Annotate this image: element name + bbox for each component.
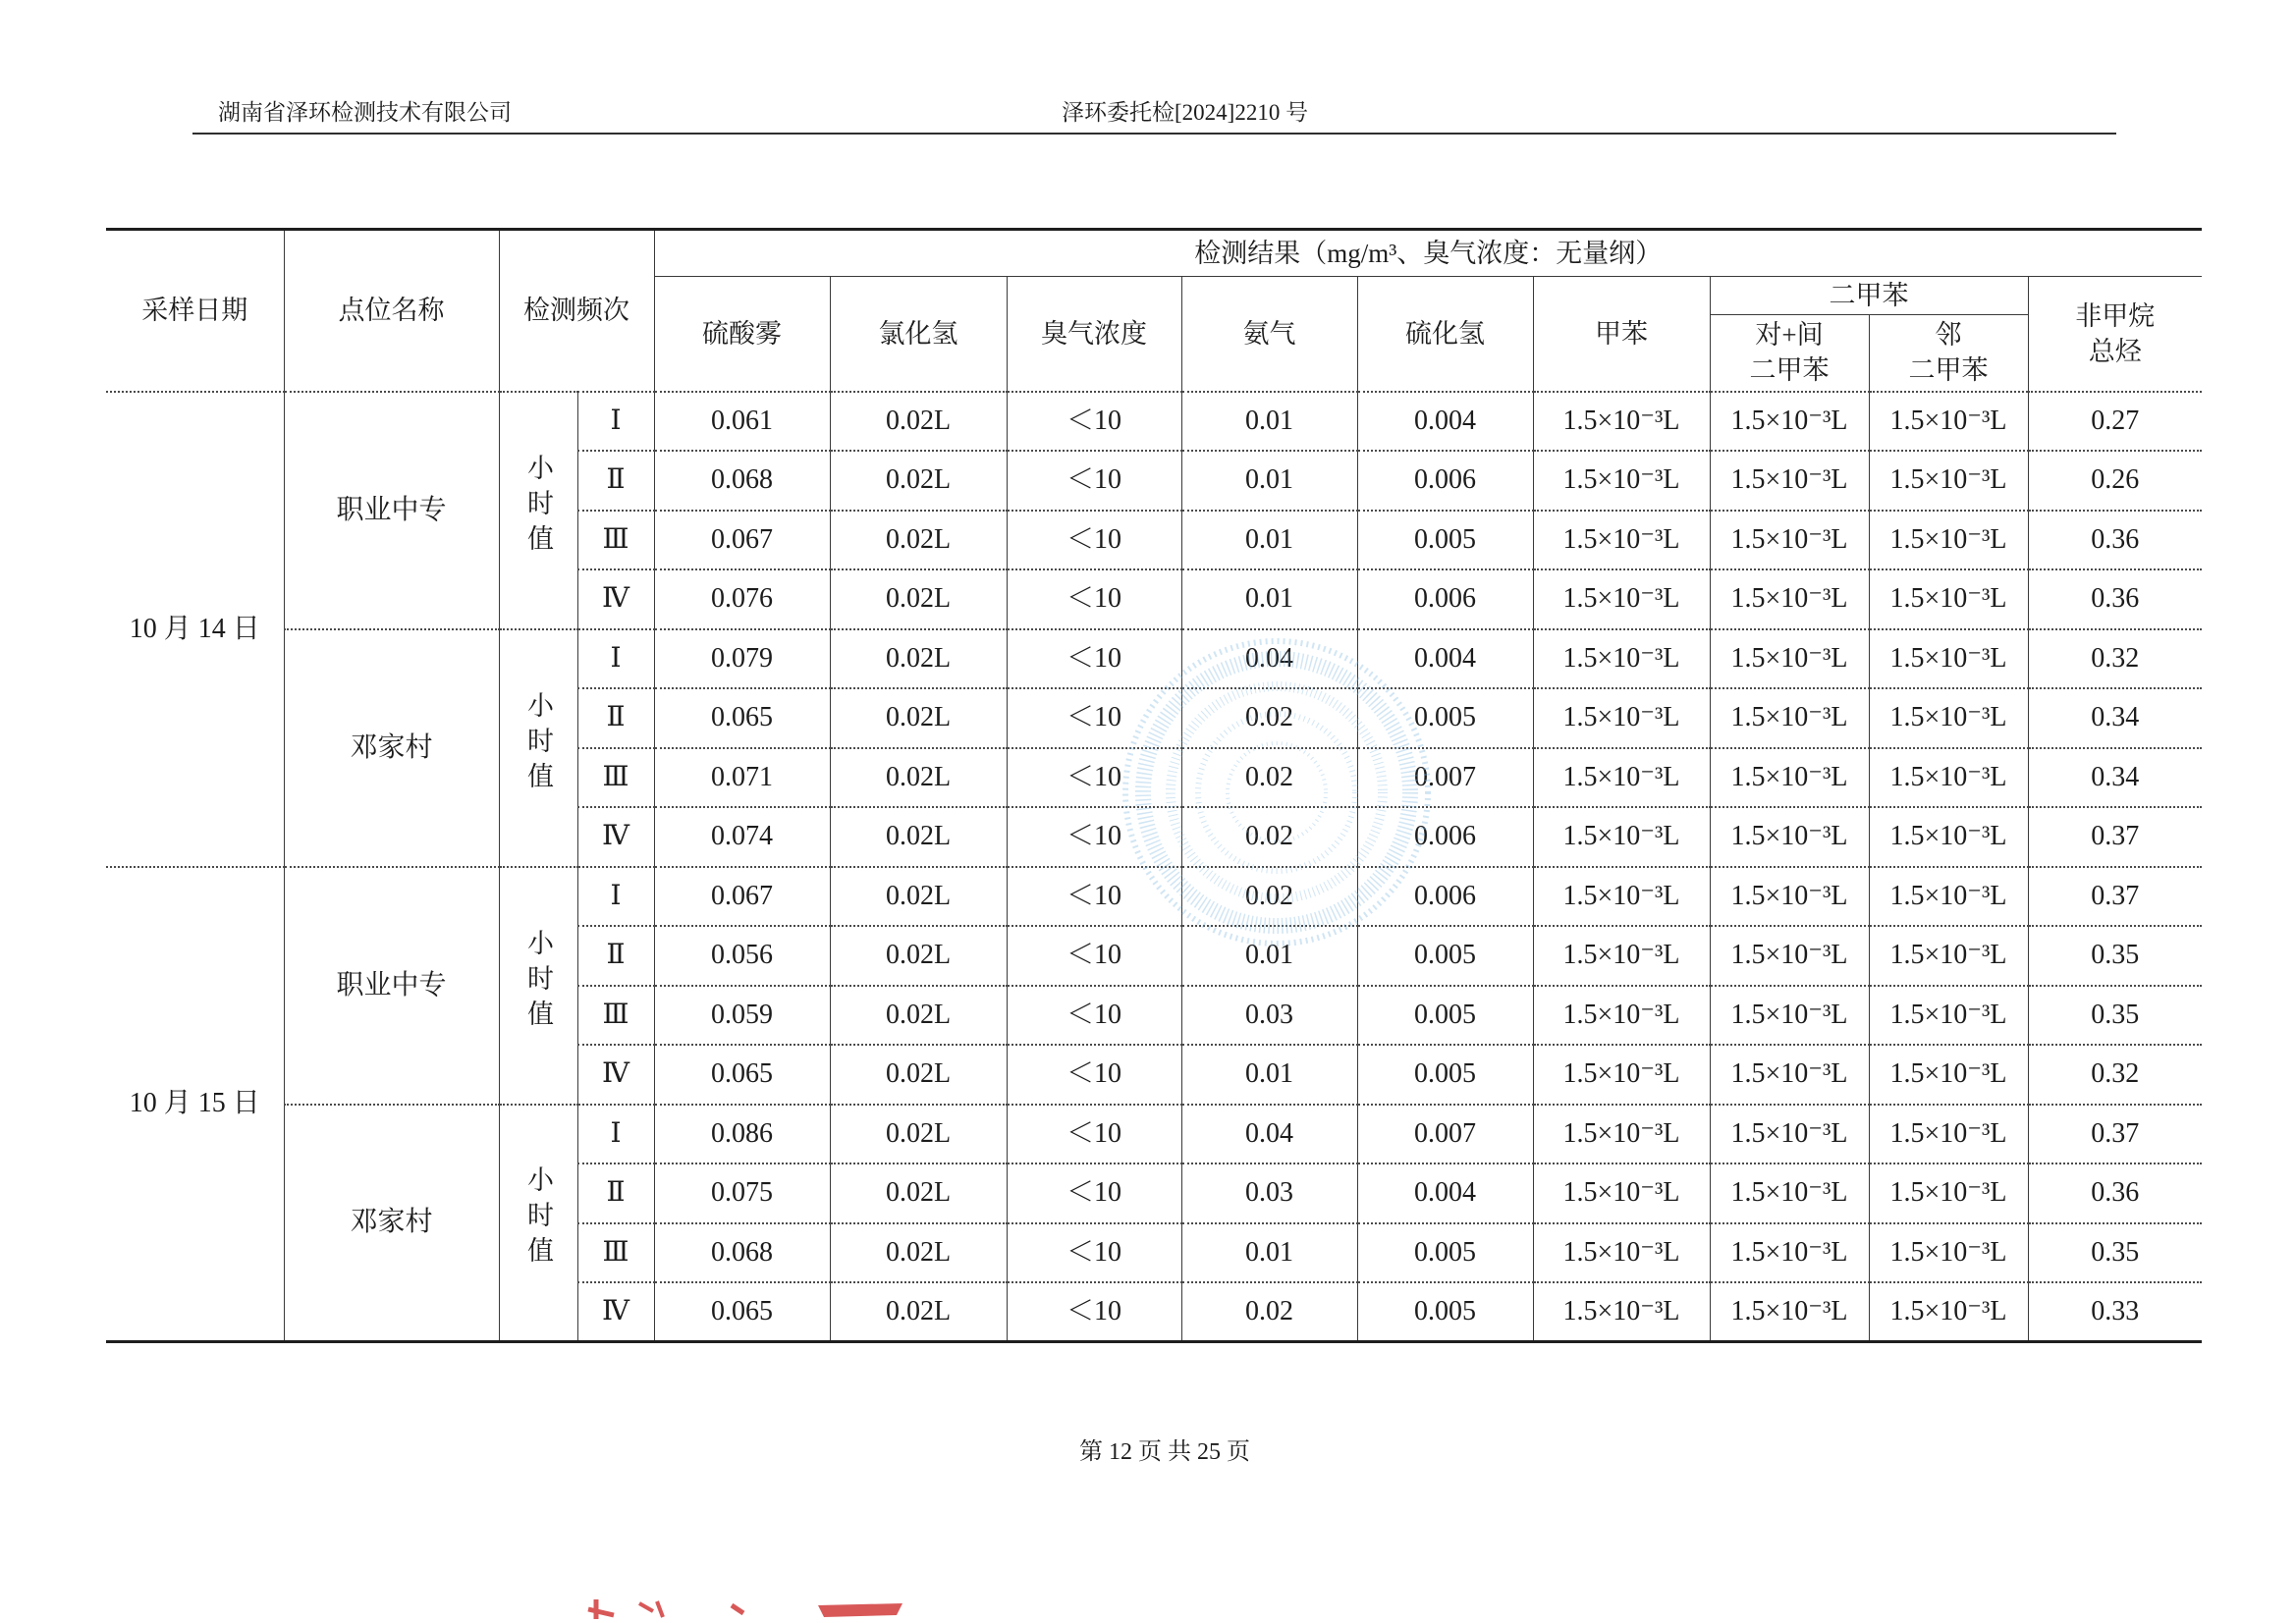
sulfuric-acid-mist-cell: 0.074 bbox=[654, 807, 830, 867]
hydrogen-chloride-cell: 0.02L bbox=[830, 629, 1007, 689]
nmhc-cell: 0.32 bbox=[2028, 629, 2202, 689]
ammonia-cell: 0.03 bbox=[1181, 1163, 1357, 1223]
report-number: 泽环委托检[2024]2210 号 bbox=[1062, 100, 1309, 125]
ammonia-cell: 0.01 bbox=[1181, 569, 1357, 629]
header-line: 总烃 bbox=[2088, 336, 2142, 366]
frequency-cell: Ⅲ bbox=[577, 1223, 654, 1283]
mp-xylene-cell: 1.5×10⁻³L bbox=[1710, 1045, 1869, 1105]
ammonia-cell: 0.01 bbox=[1181, 926, 1357, 986]
column-header-nmhc bbox=[2028, 277, 2202, 392]
mp-xylene-cell: 1.5×10⁻³L bbox=[1710, 1282, 1869, 1342]
odor-concentration-cell: ＜10 bbox=[1007, 807, 1181, 867]
o-xylene-cell: 1.5×10⁻³L bbox=[1869, 569, 2028, 629]
odor-concentration-cell: ＜10 bbox=[1007, 1223, 1181, 1283]
column-header-site: 点位名称 bbox=[284, 230, 499, 392]
ammonia-cell: 0.01 bbox=[1181, 511, 1357, 570]
ammonia-cell: 0.04 bbox=[1181, 1105, 1357, 1164]
hydrogen-sulfide-cell: 0.005 bbox=[1357, 1045, 1533, 1105]
frequency-cell: Ⅳ bbox=[577, 1282, 654, 1342]
column-header-mp-xylene bbox=[1710, 315, 1869, 392]
nmhc-cell: 0.35 bbox=[2028, 1223, 2202, 1283]
nmhc-cell: 0.36 bbox=[2028, 1163, 2202, 1223]
nmhc-cell: 0.32 bbox=[2028, 1045, 2202, 1105]
table-header bbox=[106, 230, 2202, 392]
toluene-cell: 1.5×10⁻³L bbox=[1533, 748, 1710, 808]
hydrogen-chloride-cell: 0.02L bbox=[830, 986, 1007, 1046]
sulfuric-acid-mist-cell: 0.079 bbox=[654, 629, 830, 689]
mp-xylene-cell: 1.5×10⁻³L bbox=[1710, 807, 1869, 867]
table-body bbox=[106, 392, 2202, 1342]
ammonia-cell: 0.03 bbox=[1181, 986, 1357, 1046]
frequency-cell: Ⅰ bbox=[577, 867, 654, 927]
ammonia-cell: 0.02 bbox=[1181, 688, 1357, 748]
hydrogen-sulfide-cell: 0.005 bbox=[1357, 1282, 1533, 1342]
hydrogen-chloride-cell: 0.02L bbox=[830, 748, 1007, 808]
o-xylene-cell: 1.5×10⁻³L bbox=[1869, 1163, 2028, 1223]
o-xylene-cell: 1.5×10⁻³L bbox=[1869, 511, 2028, 570]
company-name: 湖南省泽环检测技术有限公司 bbox=[218, 100, 512, 125]
mp-xylene-cell: 1.5×10⁻³L bbox=[1710, 867, 1869, 927]
odor-concentration-cell: ＜10 bbox=[1007, 926, 1181, 986]
sulfuric-acid-mist-cell: 0.075 bbox=[654, 1163, 830, 1223]
o-xylene-cell: 1.5×10⁻³L bbox=[1869, 867, 2028, 927]
column-header-toluene: 甲苯 bbox=[1533, 277, 1710, 392]
header-line: 邻 bbox=[1935, 320, 1962, 351]
o-xylene-cell: 1.5×10⁻³L bbox=[1869, 748, 2028, 808]
site-name-cell: 职业中专 bbox=[284, 392, 499, 629]
sulfuric-acid-mist-cell: 0.067 bbox=[654, 511, 830, 570]
frequency-cell: Ⅰ bbox=[577, 1105, 654, 1164]
o-xylene-cell: 1.5×10⁻³L bbox=[1869, 807, 2028, 867]
hydrogen-chloride-cell: 0.02L bbox=[830, 1223, 1007, 1283]
hydrogen-sulfide-cell: 0.004 bbox=[1357, 392, 1533, 452]
header-rule bbox=[192, 133, 2116, 135]
toluene-cell: 1.5×10⁻³L bbox=[1533, 1282, 1710, 1342]
table-row bbox=[106, 392, 2202, 452]
frequency-cell: Ⅳ bbox=[577, 569, 654, 629]
mp-xylene-cell: 1.5×10⁻³L bbox=[1710, 1163, 1869, 1223]
hydrogen-chloride-cell: 0.02L bbox=[830, 1163, 1007, 1223]
toluene-cell: 1.5×10⁻³L bbox=[1533, 807, 1710, 867]
odor-concentration-cell: ＜10 bbox=[1007, 1105, 1181, 1164]
hydrogen-chloride-cell: 0.02L bbox=[830, 807, 1007, 867]
o-xylene-cell: 1.5×10⁻³L bbox=[1869, 926, 2028, 986]
sulfuric-acid-mist-cell: 0.068 bbox=[654, 451, 830, 511]
header-line: 非甲烷 bbox=[2075, 300, 2156, 331]
hydrogen-sulfide-cell: 0.007 bbox=[1357, 1105, 1533, 1164]
mp-xylene-cell: 1.5×10⁻³L bbox=[1710, 748, 1869, 808]
toluene-cell: 1.5×10⁻³L bbox=[1533, 926, 1710, 986]
frequency-cell: Ⅰ bbox=[577, 629, 654, 689]
hydrogen-chloride-cell: 0.02L bbox=[830, 1282, 1007, 1342]
mp-xylene-cell: 1.5×10⁻³L bbox=[1710, 569, 1869, 629]
column-header-sulfuric-acid-mist: 硫酸雾 bbox=[654, 277, 830, 392]
column-header-o-xylene bbox=[1869, 315, 2028, 392]
page-number: 第 12 页 共 25 页 bbox=[1079, 1439, 1250, 1465]
sulfuric-acid-mist-cell: 0.071 bbox=[654, 748, 830, 808]
frequency-label-cell bbox=[499, 629, 577, 867]
column-header-frequency: 检测频次 bbox=[499, 230, 654, 392]
nmhc-cell: 0.36 bbox=[2028, 511, 2202, 570]
frequency-cell: Ⅰ bbox=[577, 392, 654, 452]
hydrogen-sulfide-cell: 0.005 bbox=[1357, 688, 1533, 748]
site-name-cell: 邓家村 bbox=[284, 1105, 499, 1342]
odor-concentration-cell: ＜10 bbox=[1007, 748, 1181, 808]
frequency-label-cell bbox=[499, 1105, 577, 1342]
o-xylene-cell: 1.5×10⁻³L bbox=[1869, 1045, 2028, 1105]
hydrogen-sulfide-cell: 0.005 bbox=[1357, 511, 1533, 570]
odor-concentration-cell: ＜10 bbox=[1007, 867, 1181, 927]
hydrogen-chloride-cell: 0.02L bbox=[830, 1045, 1007, 1105]
frequency-label-cell bbox=[499, 867, 577, 1105]
hydrogen-chloride-cell: 0.02L bbox=[830, 451, 1007, 511]
nmhc-cell: 0.37 bbox=[2028, 1105, 2202, 1164]
odor-concentration-cell: ＜10 bbox=[1007, 986, 1181, 1046]
toluene-cell: 1.5×10⁻³L bbox=[1533, 986, 1710, 1046]
nmhc-cell: 0.37 bbox=[2028, 807, 2202, 867]
frequency-label: 小时值 bbox=[523, 1165, 553, 1272]
o-xylene-cell: 1.5×10⁻³L bbox=[1869, 1223, 2028, 1283]
nmhc-cell: 0.35 bbox=[2028, 926, 2202, 986]
frequency-cell: Ⅱ bbox=[577, 451, 654, 511]
odor-concentration-cell: ＜10 bbox=[1007, 629, 1181, 689]
frequency-label: 小时值 bbox=[523, 453, 553, 560]
toluene-cell: 1.5×10⁻³L bbox=[1533, 1045, 1710, 1105]
site-name-cell: 邓家村 bbox=[284, 629, 499, 867]
mp-xylene-cell: 1.5×10⁻³L bbox=[1710, 688, 1869, 748]
mp-xylene-cell: 1.5×10⁻³L bbox=[1710, 511, 1869, 570]
toluene-cell: 1.5×10⁻³L bbox=[1533, 867, 1710, 927]
hydrogen-chloride-cell: 0.02L bbox=[830, 926, 1007, 986]
results-group-header: 检测结果（mg/m³、臭气浓度：无量纲） bbox=[654, 230, 2202, 277]
header-row bbox=[106, 230, 2202, 277]
mp-xylene-cell: 1.5×10⁻³L bbox=[1710, 926, 1869, 986]
toluene-cell: 1.5×10⁻³L bbox=[1533, 569, 1710, 629]
table-row bbox=[106, 1105, 2202, 1164]
hydrogen-chloride-cell: 0.02L bbox=[830, 511, 1007, 570]
odor-concentration-cell: ＜10 bbox=[1007, 688, 1181, 748]
frequency-label: 小时值 bbox=[523, 690, 553, 797]
toluene-cell: 1.5×10⁻³L bbox=[1533, 1223, 1710, 1283]
o-xylene-cell: 1.5×10⁻³L bbox=[1869, 1282, 2028, 1342]
sulfuric-acid-mist-cell: 0.086 bbox=[654, 1105, 830, 1164]
hydrogen-sulfide-cell: 0.006 bbox=[1357, 807, 1533, 867]
nmhc-cell: 0.36 bbox=[2028, 569, 2202, 629]
nmhc-cell: 0.37 bbox=[2028, 867, 2202, 927]
header-line: 二甲苯 bbox=[1908, 355, 1989, 386]
header-line: 二甲苯 bbox=[1749, 355, 1830, 386]
column-header-hydrogen-sulfide: 硫化氢 bbox=[1357, 277, 1533, 392]
odor-concentration-cell: ＜10 bbox=[1007, 1045, 1181, 1105]
odor-concentration-cell: ＜10 bbox=[1007, 1282, 1181, 1342]
ammonia-cell: 0.01 bbox=[1181, 1223, 1357, 1283]
hydrogen-sulfide-cell: 0.006 bbox=[1357, 451, 1533, 511]
hydrogen-chloride-cell: 0.02L bbox=[830, 688, 1007, 748]
sulfuric-acid-mist-cell: 0.065 bbox=[654, 1045, 830, 1105]
header-line: 对+间 bbox=[1755, 320, 1824, 351]
site-name-cell: 职业中专 bbox=[284, 867, 499, 1105]
sampling-date-cell: 10 月 14 日 bbox=[106, 392, 284, 867]
ammonia-cell: 0.02 bbox=[1181, 1282, 1357, 1342]
toluene-cell: 1.5×10⁻³L bbox=[1533, 451, 1710, 511]
mp-xylene-cell: 1.5×10⁻³L bbox=[1710, 451, 1869, 511]
table-row bbox=[106, 629, 2202, 689]
sulfuric-acid-mist-cell: 0.068 bbox=[654, 1223, 830, 1283]
hydrogen-sulfide-cell: 0.004 bbox=[1357, 629, 1533, 689]
odor-concentration-cell: ＜10 bbox=[1007, 1163, 1181, 1223]
sulfuric-acid-mist-cell: 0.067 bbox=[654, 867, 830, 927]
frequency-cell: Ⅱ bbox=[577, 1163, 654, 1223]
hydrogen-sulfide-cell: 0.007 bbox=[1357, 748, 1533, 808]
frequency-cell: Ⅲ bbox=[577, 986, 654, 1046]
frequency-cell: Ⅲ bbox=[577, 748, 654, 808]
xylene-group-header: 二甲苯 bbox=[1710, 277, 2028, 315]
column-header-hydrogen-chloride: 氯化氢 bbox=[830, 277, 1007, 392]
nmhc-cell: 0.33 bbox=[2028, 1282, 2202, 1342]
o-xylene-cell: 1.5×10⁻³L bbox=[1869, 629, 2028, 689]
column-header-date: 采样日期 bbox=[106, 230, 284, 392]
sampling-date-cell: 10 月 15 日 bbox=[106, 867, 284, 1342]
hydrogen-chloride-cell: 0.02L bbox=[830, 867, 1007, 927]
sulfuric-acid-mist-cell: 0.056 bbox=[654, 926, 830, 986]
frequency-cell: Ⅱ bbox=[577, 926, 654, 986]
frequency-cell: Ⅱ bbox=[577, 688, 654, 748]
ammonia-cell: 0.01 bbox=[1181, 451, 1357, 511]
mp-xylene-cell: 1.5×10⁻³L bbox=[1710, 1223, 1869, 1283]
mp-xylene-cell: 1.5×10⁻³L bbox=[1710, 1105, 1869, 1164]
sulfuric-acid-mist-cell: 0.076 bbox=[654, 569, 830, 629]
hydrogen-chloride-cell: 0.02L bbox=[830, 569, 1007, 629]
odor-concentration-cell: ＜10 bbox=[1007, 511, 1181, 570]
frequency-cell: Ⅲ bbox=[577, 511, 654, 570]
frequency-cell: Ⅳ bbox=[577, 1045, 654, 1105]
odor-concentration-cell: ＜10 bbox=[1007, 451, 1181, 511]
nmhc-cell: 0.35 bbox=[2028, 986, 2202, 1046]
o-xylene-cell: 1.5×10⁻³L bbox=[1869, 1105, 2028, 1164]
frequency-label: 小时值 bbox=[523, 928, 553, 1035]
hydrogen-sulfide-cell: 0.005 bbox=[1357, 926, 1533, 986]
red-stamp-fragment bbox=[584, 1596, 918, 1621]
odor-concentration-cell: ＜10 bbox=[1007, 392, 1181, 452]
hydrogen-sulfide-cell: 0.006 bbox=[1357, 867, 1533, 927]
column-header-odor-concentration: 臭气浓度 bbox=[1007, 277, 1181, 392]
nmhc-cell: 0.26 bbox=[2028, 451, 2202, 511]
ammonia-cell: 0.02 bbox=[1181, 807, 1357, 867]
ammonia-cell: 0.01 bbox=[1181, 1045, 1357, 1105]
mp-xylene-cell: 1.5×10⁻³L bbox=[1710, 986, 1869, 1046]
nmhc-cell: 0.27 bbox=[2028, 392, 2202, 452]
odor-concentration-cell: ＜10 bbox=[1007, 569, 1181, 629]
hydrogen-sulfide-cell: 0.005 bbox=[1357, 1223, 1533, 1283]
sulfuric-acid-mist-cell: 0.065 bbox=[654, 1282, 830, 1342]
column-header-ammonia: 氨气 bbox=[1181, 277, 1357, 392]
toluene-cell: 1.5×10⁻³L bbox=[1533, 1163, 1710, 1223]
o-xylene-cell: 1.5×10⁻³L bbox=[1869, 688, 2028, 748]
o-xylene-cell: 1.5×10⁻³L bbox=[1869, 986, 2028, 1046]
hydrogen-sulfide-cell: 0.005 bbox=[1357, 986, 1533, 1046]
hydrogen-sulfide-cell: 0.004 bbox=[1357, 1163, 1533, 1223]
sulfuric-acid-mist-cell: 0.059 bbox=[654, 986, 830, 1046]
sulfuric-acid-mist-cell: 0.061 bbox=[654, 392, 830, 452]
toluene-cell: 1.5×10⁻³L bbox=[1533, 629, 1710, 689]
ammonia-cell: 0.04 bbox=[1181, 629, 1357, 689]
ammonia-cell: 0.02 bbox=[1181, 867, 1357, 927]
hydrogen-chloride-cell: 0.02L bbox=[830, 392, 1007, 452]
results-table bbox=[106, 228, 2202, 1343]
nmhc-cell: 0.34 bbox=[2028, 748, 2202, 808]
o-xylene-cell: 1.5×10⁻³L bbox=[1869, 392, 2028, 452]
table-row bbox=[106, 867, 2202, 927]
o-xylene-cell: 1.5×10⁻³L bbox=[1869, 451, 2028, 511]
toluene-cell: 1.5×10⁻³L bbox=[1533, 392, 1710, 452]
mp-xylene-cell: 1.5×10⁻³L bbox=[1710, 392, 1869, 452]
hydrogen-chloride-cell: 0.02L bbox=[830, 1105, 1007, 1164]
ammonia-cell: 0.01 bbox=[1181, 392, 1357, 452]
toluene-cell: 1.5×10⁻³L bbox=[1533, 1105, 1710, 1164]
frequency-cell: Ⅳ bbox=[577, 807, 654, 867]
hydrogen-sulfide-cell: 0.006 bbox=[1357, 569, 1533, 629]
toluene-cell: 1.5×10⁻³L bbox=[1533, 688, 1710, 748]
toluene-cell: 1.5×10⁻³L bbox=[1533, 511, 1710, 570]
frequency-label-cell bbox=[499, 392, 577, 629]
nmhc-cell: 0.34 bbox=[2028, 688, 2202, 748]
sulfuric-acid-mist-cell: 0.065 bbox=[654, 688, 830, 748]
ammonia-cell: 0.02 bbox=[1181, 748, 1357, 808]
mp-xylene-cell: 1.5×10⁻³L bbox=[1710, 629, 1869, 689]
